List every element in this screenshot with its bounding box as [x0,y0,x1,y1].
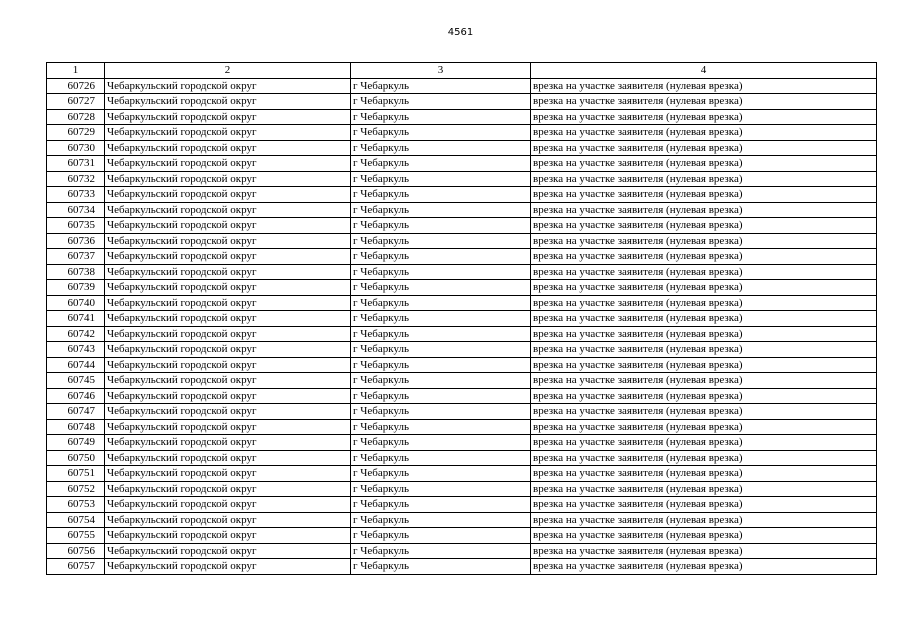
row-number-cell: 60736 [47,233,105,249]
description-cell: врезка на участке заявителя (нулевая врезка) [531,202,877,218]
page-number: 4561 [447,27,474,38]
row-number-cell: 60744 [47,357,105,373]
locality-cell: г Чебаркуль [351,187,531,203]
locality-cell: г Чебаркуль [351,109,531,125]
description-cell: врезка на участке заявителя (нулевая врезка) [531,559,877,575]
district-cell: Чебаркульский городской округ [105,187,351,203]
row-number-cell: 60755 [47,528,105,544]
description-cell: врезка на участке заявителя (нулевая врезка) [531,481,877,497]
locality-cell: г Чебаркуль [351,388,531,404]
description-cell: врезка на участке заявителя (нулевая врезка) [531,233,877,249]
table-row [47,109,877,125]
header-cell-4: 4 [531,63,877,79]
district-cell: Чебаркульский городской округ [105,109,351,125]
district-cell: Чебаркульский городской округ [105,326,351,342]
locality-cell: г Чебаркуль [351,295,531,311]
description-cell: врезка на участке заявителя (нулевая врезка) [531,280,877,296]
description-cell: врезка на участке заявителя (нулевая врезка) [531,357,877,373]
table-row [47,419,877,435]
table-row [47,388,877,404]
locality-cell: г Чебаркуль [351,264,531,280]
locality-cell: г Чебаркуль [351,543,531,559]
district-cell: Чебаркульский городской округ [105,78,351,94]
row-number-cell: 60749 [47,435,105,451]
district-cell: Чебаркульский городской округ [105,311,351,327]
table-row [47,78,877,94]
table-row [47,140,877,156]
row-number-cell: 60751 [47,466,105,482]
locality-cell: г Чебаркуль [351,559,531,575]
row-number-cell: 60745 [47,373,105,389]
description-cell: врезка на участке заявителя (нулевая врезка) [531,187,877,203]
description-cell: врезка на участке заявителя (нулевая врезка) [531,497,877,513]
row-number-cell: 60730 [47,140,105,156]
description-cell: врезка на участке заявителя (нулевая врезка) [531,218,877,234]
table-header [47,63,877,79]
row-number-cell: 60752 [47,481,105,497]
row-number-cell: 60747 [47,404,105,420]
header-cell-2: 2 [105,63,351,79]
description-cell: врезка на участке заявителя (нулевая врезка) [531,342,877,358]
row-number-cell: 60754 [47,512,105,528]
district-cell: Чебаркульский городской округ [105,497,351,513]
description-cell: врезка на участке заявителя (нулевая врезка) [531,156,877,172]
district-cell: Чебаркульский городской округ [105,264,351,280]
locality-cell: г Чебаркуль [351,528,531,544]
row-number-cell: 60741 [47,311,105,327]
district-cell: Чебаркульский городской округ [105,357,351,373]
table-row [47,559,877,575]
row-number-cell: 60740 [47,295,105,311]
row-number-cell: 60731 [47,156,105,172]
locality-cell: г Чебаркуль [351,450,531,466]
table-row [47,342,877,358]
district-cell: Чебаркульский городской округ [105,280,351,296]
locality-cell: г Чебаркуль [351,311,531,327]
description-cell: врезка на участке заявителя (нулевая врезка) [531,78,877,94]
description-cell: врезка на участке заявителя (нулевая врезка) [531,404,877,420]
locality-cell: г Чебаркуль [351,326,531,342]
table-row [47,264,877,280]
locality-cell: г Чебаркуль [351,419,531,435]
district-cell: Чебаркульский городской округ [105,450,351,466]
table-row [47,94,877,110]
table-row [47,280,877,296]
locality-cell: г Чебаркуль [351,404,531,420]
table-row [47,233,877,249]
description-cell: врезка на участке заявителя (нулевая врезка) [531,295,877,311]
header-row [47,63,877,79]
description-cell: врезка на участке заявителя (нулевая врезка) [531,140,877,156]
locality-cell: г Чебаркуль [351,233,531,249]
district-cell: Чебаркульский городской округ [105,342,351,358]
locality-cell: г Чебаркуль [351,140,531,156]
description-cell: врезка на участке заявителя (нулевая врезка) [531,311,877,327]
locality-cell: г Чебаркуль [351,342,531,358]
description-cell: врезка на участке заявителя (нулевая врезка) [531,94,877,110]
row-number-cell: 60729 [47,125,105,141]
table-row [47,512,877,528]
table-row [47,373,877,389]
locality-cell: г Чебаркуль [351,357,531,373]
table-row [47,404,877,420]
locality-cell: г Чебаркуль [351,280,531,296]
district-cell: Чебаркульский городской округ [105,125,351,141]
table-row [47,202,877,218]
locality-cell: г Чебаркуль [351,373,531,389]
locality-cell: г Чебаркуль [351,171,531,187]
locality-cell: г Чебаркуль [351,94,531,110]
locality-cell: г Чебаркуль [351,512,531,528]
row-number-cell: 60748 [47,419,105,435]
table-body [47,78,877,574]
row-number-cell: 60734 [47,202,105,218]
description-cell: врезка на участке заявителя (нулевая врезка) [531,435,877,451]
row-number-cell: 60738 [47,264,105,280]
row-number-cell: 60750 [47,450,105,466]
locality-cell: г Чебаркуль [351,249,531,265]
table-row [47,481,877,497]
table-row [47,218,877,234]
locality-cell: г Чебаркуль [351,125,531,141]
description-cell: врезка на участке заявителя (нулевая врезка) [531,450,877,466]
table-row [47,543,877,559]
description-cell: врезка на участке заявителя (нулевая врезка) [531,528,877,544]
row-number-cell: 60743 [47,342,105,358]
row-number-cell: 60757 [47,559,105,575]
locality-cell: г Чебаркуль [351,156,531,172]
locality-cell: г Чебаркуль [351,218,531,234]
description-cell: врезка на участке заявителя (нулевая врезка) [531,466,877,482]
row-number-cell: 60742 [47,326,105,342]
district-cell: Чебаркульский городской округ [105,249,351,265]
description-cell: врезка на участке заявителя (нулевая врезка) [531,373,877,389]
district-cell: Чебаркульский городской округ [105,419,351,435]
table-row [47,311,877,327]
district-cell: Чебаркульский городской округ [105,202,351,218]
table-row [47,249,877,265]
district-cell: Чебаркульский городской округ [105,404,351,420]
table-row [47,326,877,342]
table-row [47,497,877,513]
locality-cell: г Чебаркуль [351,202,531,218]
header-cell-3: 3 [351,63,531,79]
locality-cell: г Чебаркуль [351,481,531,497]
row-number-cell: 60733 [47,187,105,203]
row-number-cell: 60726 [47,78,105,94]
district-cell: Чебаркульский городской округ [105,481,351,497]
row-number-cell: 60727 [47,94,105,110]
table-row [47,435,877,451]
district-cell: Чебаркульский городской округ [105,373,351,389]
district-cell: Чебаркульский городской округ [105,466,351,482]
table-row [47,450,877,466]
district-cell: Чебаркульский городской округ [105,156,351,172]
district-cell: Чебаркульский городской округ [105,218,351,234]
table-row [47,187,877,203]
description-cell: врезка на участке заявителя (нулевая врезка) [531,264,877,280]
description-cell: врезка на участке заявителя (нулевая врезка) [531,171,877,187]
district-cell: Чебаркульский городской округ [105,543,351,559]
row-number-cell: 60746 [47,388,105,404]
table-row [47,528,877,544]
row-number-cell: 60732 [47,171,105,187]
table-row [47,156,877,172]
row-number-cell: 60756 [47,543,105,559]
district-cell: Чебаркульский городской округ [105,295,351,311]
district-cell: Чебаркульский городской округ [105,528,351,544]
description-cell: врезка на участке заявителя (нулевая врезка) [531,543,877,559]
district-cell: Чебаркульский городской округ [105,233,351,249]
locality-cell: г Чебаркуль [351,78,531,94]
district-cell: Чебаркульский городской округ [105,435,351,451]
table-row [47,466,877,482]
district-cell: Чебаркульский городской округ [105,140,351,156]
district-cell: Чебаркульский городской округ [105,388,351,404]
description-cell: врезка на участке заявителя (нулевая врезка) [531,326,877,342]
row-number-cell: 60753 [47,497,105,513]
description-cell: врезка на участке заявителя (нулевая врезка) [531,388,877,404]
locality-cell: г Чебаркуль [351,497,531,513]
table-row [47,171,877,187]
description-cell: врезка на участке заявителя (нулевая врезка) [531,109,877,125]
table-row [47,357,877,373]
description-cell: врезка на участке заявителя (нулевая врезка) [531,249,877,265]
district-cell: Чебаркульский городской округ [105,512,351,528]
district-cell: Чебаркульский городской округ [105,171,351,187]
data-table [46,62,877,575]
locality-cell: г Чебаркуль [351,435,531,451]
district-cell: Чебаркульский городской округ [105,94,351,110]
district-cell: Чебаркульский городской округ [105,559,351,575]
row-number-cell: 60735 [47,218,105,234]
row-number-cell: 60728 [47,109,105,125]
description-cell: врезка на участке заявителя (нулевая врезка) [531,419,877,435]
description-cell: врезка на участке заявителя (нулевая врезка) [531,512,877,528]
description-cell: врезка на участке заявителя (нулевая врезка) [531,125,877,141]
locality-cell: г Чебаркуль [351,466,531,482]
table-row [47,295,877,311]
row-number-cell: 60737 [47,249,105,265]
row-number-cell: 60739 [47,280,105,296]
header-cell-1: 1 [47,63,105,79]
table-row [47,125,877,141]
